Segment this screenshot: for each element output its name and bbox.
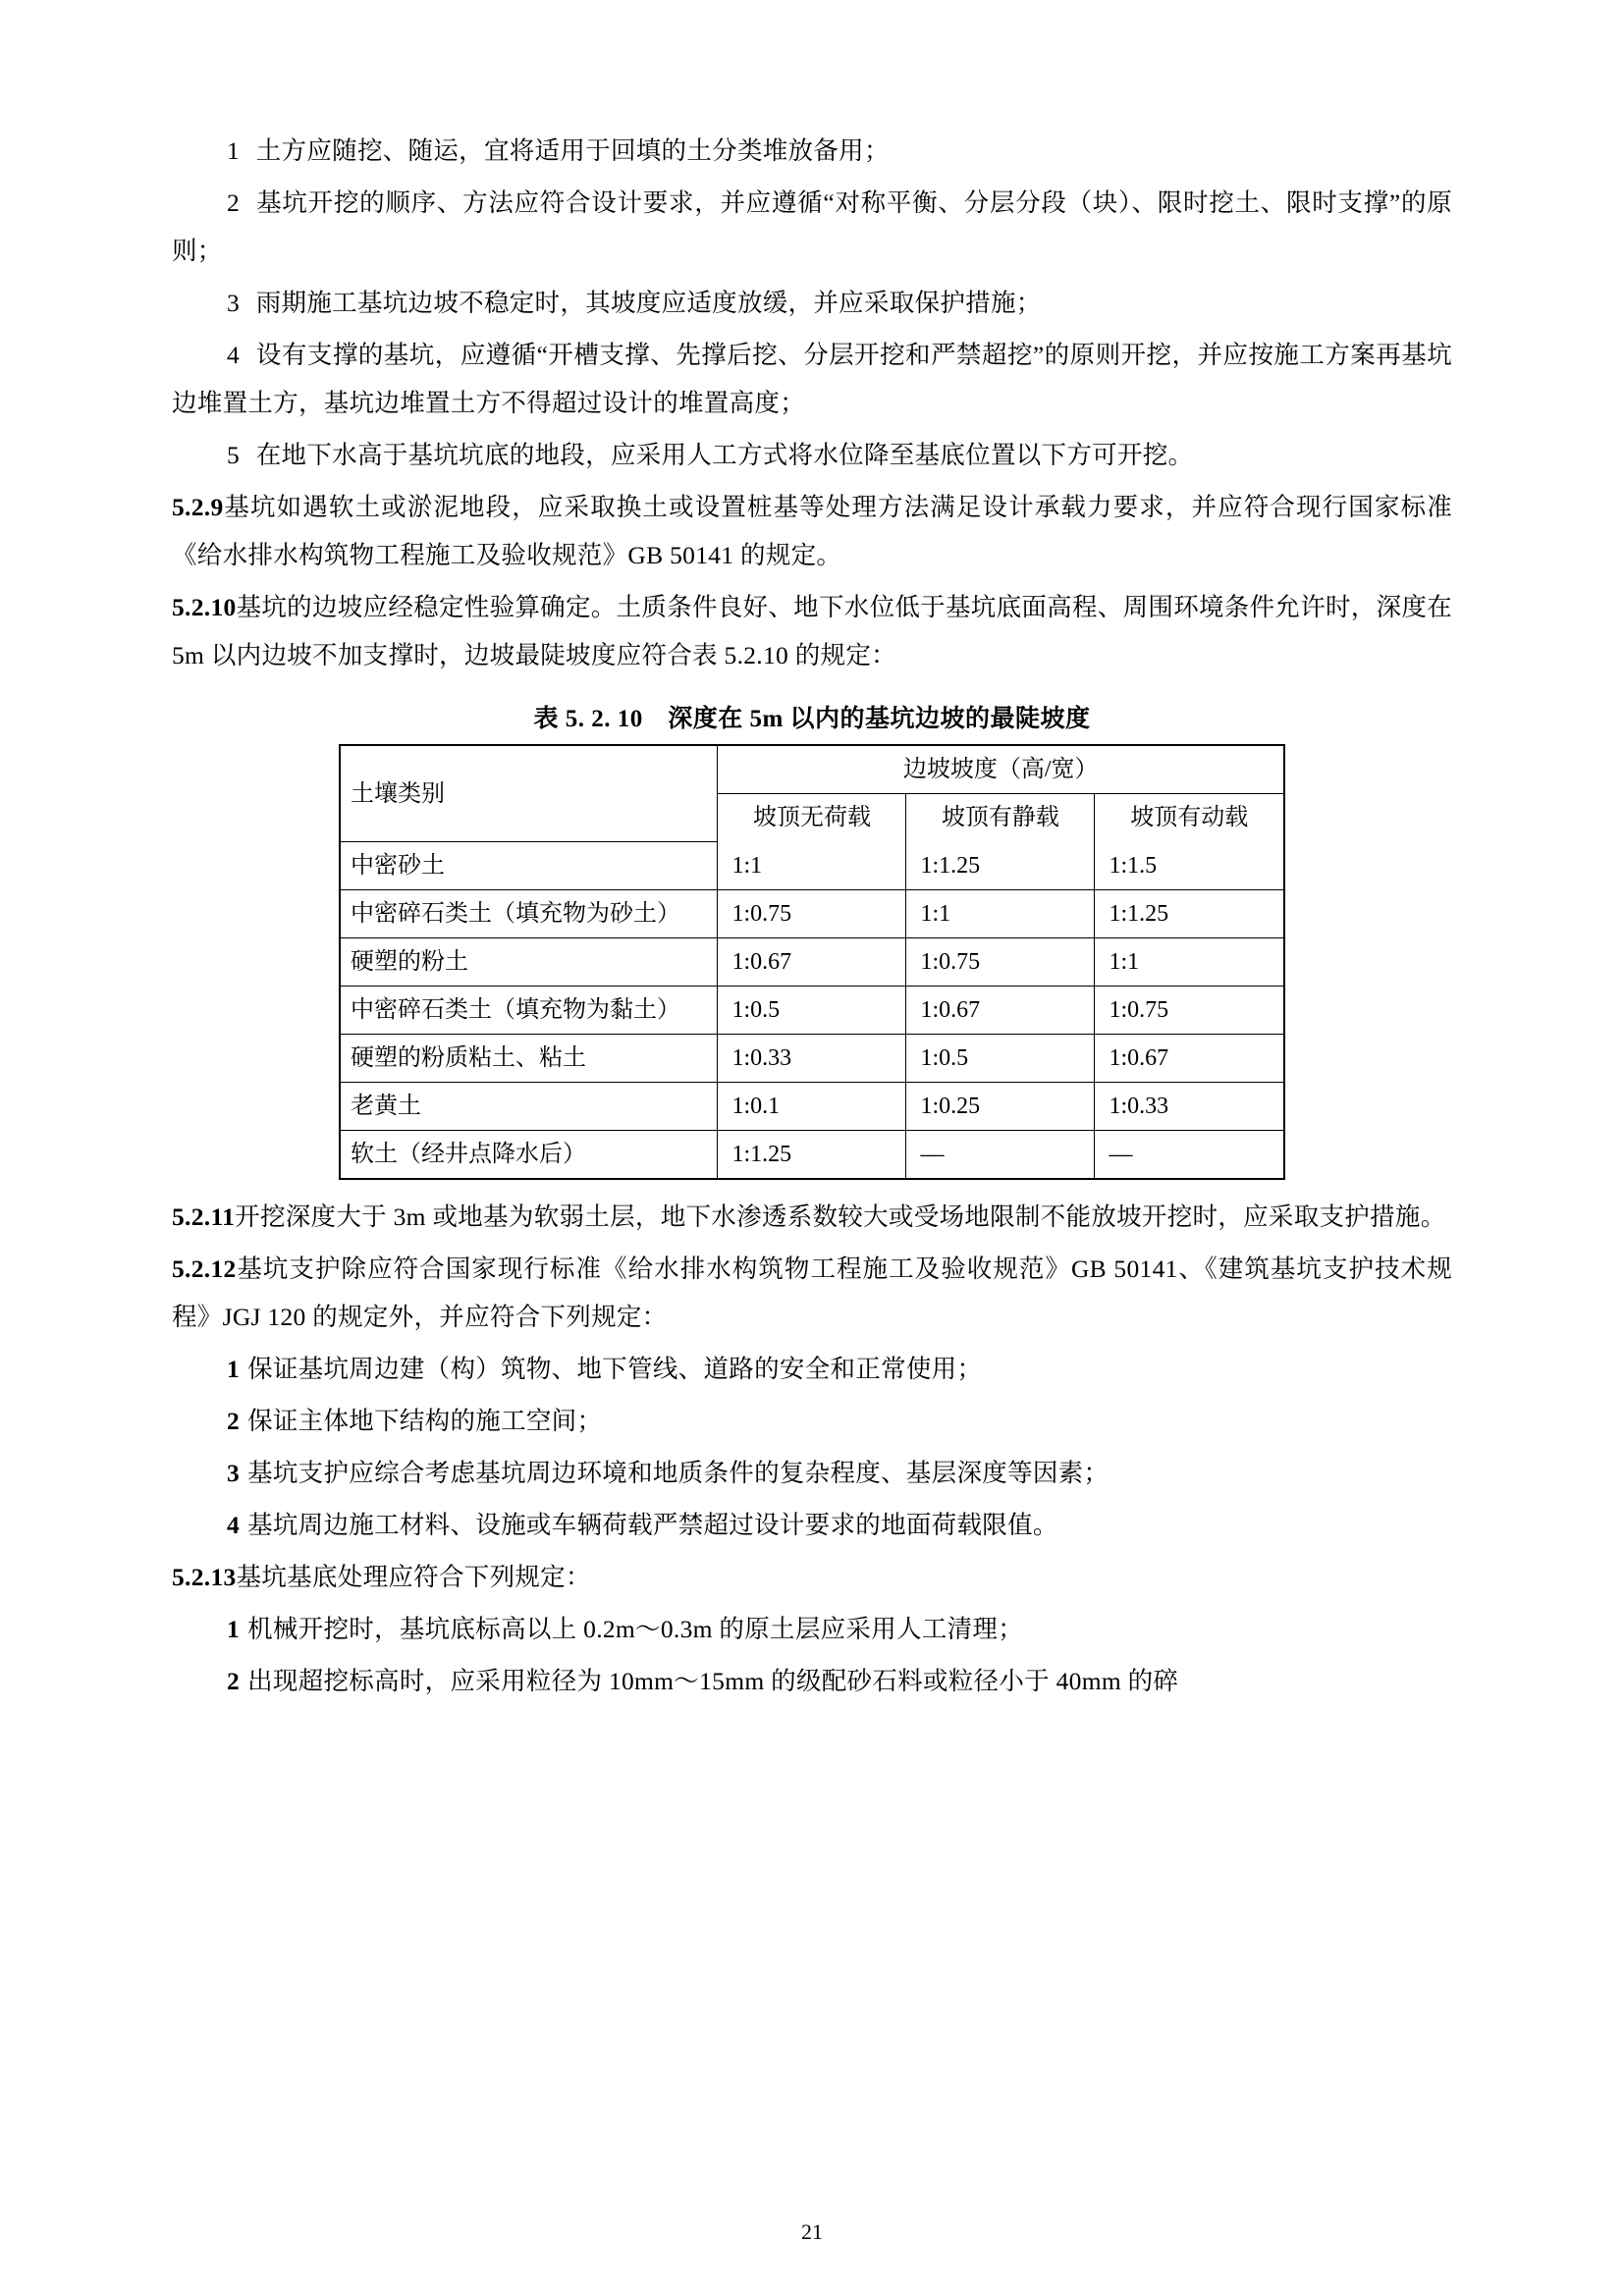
slope-table: [341, 746, 1283, 1178]
cell-value: 1:1: [1095, 937, 1283, 986]
cell-soil: 硬塑的粉土: [341, 937, 718, 986]
table-header-group: 边坡坡度（高/宽）: [718, 746, 1283, 794]
list-item-text: 保证主体地下结构的施工空间；: [247, 1406, 603, 1435]
list-item: [172, 1606, 1452, 1654]
list-item-text: 出现超挖标高时，应采用粒径为 10mm～15mm 的级配砂石料或粒径小于 40mm 的碎: [247, 1666, 1179, 1695]
cell-value: 1:0.5: [718, 986, 906, 1034]
list-item-text: 基坑支护应综合考虑基坑周边环境和地质条件的复杂程度、基层深度等因素；: [247, 1458, 1110, 1487]
table-row: [341, 937, 1283, 986]
list-item-number: 4: [227, 1510, 241, 1539]
table-row: [341, 1082, 1283, 1130]
cell-value: 1:0.33: [718, 1034, 906, 1082]
clause-text: 基坑的边坡应经稳定性验算确定。土质条件良好、地下水位低于基坑底面高程、周围环境条件允许时，深度在 5m 以内边坡不加支撑时，边坡最陡坡度应符合表 5.2.10 的规定：: [172, 592, 1452, 669]
table-row: [341, 1130, 1283, 1178]
list-item: [172, 332, 1452, 428]
clause-5-2-9: [172, 484, 1452, 580]
list-item-number: 2: [227, 187, 241, 217]
clause-5-2-10: [172, 584, 1452, 680]
list-item-number: 3: [227, 288, 241, 317]
list-item-number: 5: [227, 440, 241, 469]
cell-value: 1:1.25: [906, 841, 1095, 889]
list-item-number: 1: [227, 136, 241, 165]
cell-soil: 中密碎石类土（填充物为砂土）: [341, 889, 718, 937]
list-item-text: 在地下水高于基坑坑底的地段，应采用人工方式将水位降至基底位置以下方可开挖。: [255, 440, 1194, 469]
table-row: [341, 841, 1283, 889]
cell-value: 1:1.5: [1095, 841, 1283, 889]
table-header-col-2: 坡顶有静载: [906, 794, 1095, 842]
list-item-number: 2: [227, 1666, 241, 1695]
table-row: [341, 986, 1283, 1034]
list-item-text: 设有支撑的基坑，应遵循“开槽支撑、先撑后挖、分层开挖和严禁超挖”的原则开挖，并应按施工方案再基坑边堆置土方，基坑边堆置土方不得超过设计的堆置高度；: [172, 340, 1452, 417]
cell-soil: 软土（经井点降水后）: [341, 1130, 718, 1178]
cell-value: 1:0.1: [718, 1082, 906, 1130]
list-item: [172, 1346, 1452, 1394]
cell-soil: 中密砂土: [341, 841, 718, 889]
list-item: [172, 128, 1452, 176]
clause-number: 5.2.11: [172, 1201, 236, 1231]
cell-value: 1:0.67: [718, 937, 906, 986]
table-header-col-3: 坡顶有动载: [1095, 794, 1283, 842]
clause-text: 开挖深度大于 3m 或地基为软弱土层，地下水渗透系数较大或受场地限制不能放坡开挖时，应采取支护措施。: [235, 1201, 1446, 1231]
cell-value: 1:0.25: [906, 1082, 1095, 1130]
list-item-number: 4: [227, 340, 241, 369]
cell-value: 1:1: [718, 841, 906, 889]
list-item-text: 基坑开挖的顺序、方法应符合设计要求，并应遵循“对称平衡、分层分段（块）、限时挖土、限时支撑”的原则；: [172, 187, 1452, 265]
list-item: [172, 280, 1452, 328]
cell-value: 1:0.67: [906, 986, 1095, 1034]
slope-table-wrapper: [339, 744, 1285, 1180]
list-5213: [172, 1606, 1452, 1706]
clause-text: 基坑如遇软土或淤泥地段，应采取换土或设置桩基等处理方法满足设计承载力要求，并应符合现行国家标准《给水排水构筑物工程施工及验收规范》GB 50141 的规定。: [172, 492, 1452, 569]
clause-text: 基坑基底处理应符合下列规定：: [236, 1562, 591, 1591]
list-item-text: 雨期施工基坑边坡不稳定时，其坡度应适度放缓，并应采取保护措施；: [255, 288, 1042, 317]
list-item: [172, 1502, 1452, 1550]
page-number: 21: [801, 2219, 823, 2244]
list-item-text: 保证基坑周边建（构）筑物、地下管线、道路的安全和正常使用；: [247, 1354, 983, 1383]
cell-value: 1:0.33: [1095, 1082, 1283, 1130]
cell-soil: 老黄土: [341, 1082, 718, 1130]
table-row: [341, 889, 1283, 937]
clause-number: 5.2.10: [172, 592, 237, 621]
table-header-col-1: 坡顶无荷载: [718, 794, 906, 842]
list-item-text: 机械开挖时，基坑底标高以上 0.2m～0.3m 的原土层应采用人工清理；: [247, 1614, 1024, 1643]
clause-text: 基坑支护除应符合国家现行标准《给水排水构筑物工程施工及验收规范》GB 50141、《建筑基坑支护技术规程》JGJ 120 的规定外，并应符合下列规定：: [172, 1254, 1452, 1331]
cell-value: 1:0.5: [906, 1034, 1095, 1082]
cell-value: 1:1: [906, 889, 1095, 937]
list-item-number: 2: [227, 1406, 241, 1435]
list-item: [172, 1398, 1452, 1446]
list-item: [172, 1450, 1452, 1498]
table-header-soil: 土壤类别: [341, 746, 718, 841]
cell-value: 1:1.25: [718, 1130, 906, 1178]
clause-number: 5.2.13: [172, 1562, 237, 1591]
table-row: [341, 1034, 1283, 1082]
list-top: [172, 128, 1452, 480]
list-item-number: 1: [227, 1354, 241, 1383]
clause-5-2-12: [172, 1246, 1452, 1342]
cell-value: 1:1.25: [1095, 889, 1283, 937]
clause-number: 5.2.12: [172, 1254, 237, 1283]
list-item: [172, 180, 1452, 276]
cell-value: 1:0.75: [906, 937, 1095, 986]
list-item-text: 土方应随挖、随运，宜将适用于回填的土分类堆放备用；: [255, 136, 890, 165]
clause-5-2-11: [172, 1194, 1452, 1242]
table-header-row-1: [341, 746, 1283, 794]
cell-soil: 中密碎石类土（填充物为黏土）: [341, 986, 718, 1034]
list-item-text: 基坑周边施工材料、设施或车辆荷载严禁超过设计要求的地面荷载限值。: [247, 1510, 1058, 1539]
cell-value: —: [1095, 1130, 1283, 1178]
list-item: [172, 432, 1452, 480]
clause-number: 5.2.9: [172, 492, 224, 521]
cell-value: —: [906, 1130, 1095, 1178]
cell-value: 1:0.75: [718, 889, 906, 937]
cell-value: 1:0.75: [1095, 986, 1283, 1034]
cell-value: 1:0.67: [1095, 1034, 1283, 1082]
table-title: 表 5. 2. 10 深度在 5m 以内的基坑边坡的最陡坡度: [533, 706, 1091, 733]
cell-soil: 硬塑的粉质粘土、粘土: [341, 1034, 718, 1082]
list-5212: [172, 1346, 1452, 1550]
list-item: [172, 1658, 1452, 1706]
list-item-number: 1: [227, 1614, 241, 1643]
clause-5-2-13: [172, 1554, 1452, 1602]
list-item-number: 3: [227, 1458, 241, 1487]
